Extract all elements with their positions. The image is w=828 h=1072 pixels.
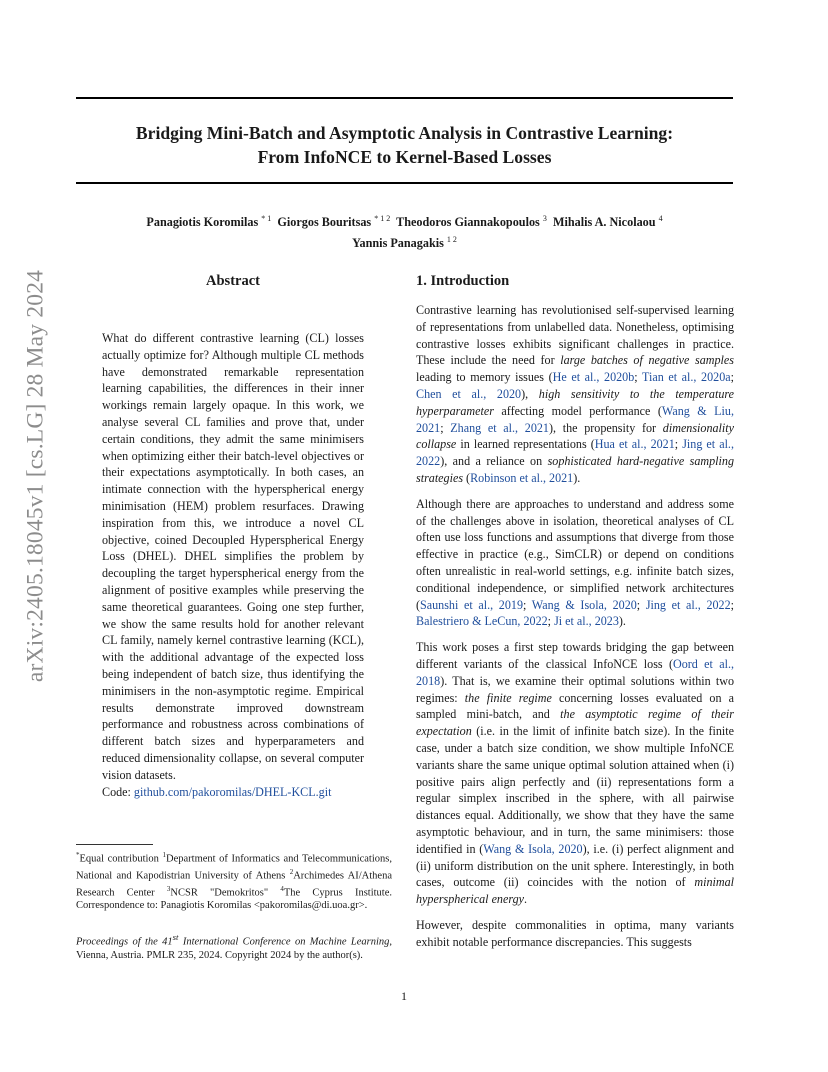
citation-link[interactable]: Wang & Isola, 2020	[531, 597, 637, 612]
footnote-rule	[76, 844, 153, 845]
author-affiliation: 3	[542, 214, 547, 223]
author-list	[76, 210, 733, 252]
paper-title	[76, 121, 733, 169]
intro-heading: 1. Introduction	[416, 273, 510, 289]
code-line	[102, 784, 364, 801]
intro-body	[416, 302, 734, 959]
author-affiliation: * 1	[261, 214, 272, 223]
author-name: Mihalis A. Nicolaou	[552, 215, 656, 230]
title-line-1: Bridging Mini-Batch and Asymptotic Analysis in Contrastive Learning:	[135, 123, 674, 143]
author-affiliation: 4	[658, 214, 663, 223]
footnote: *Equal contribution $^1$Department of Informatics and Telecommunications, National and Kapodistrian University of Athens $^2$Archimedes AI/Athena Research Center $^3$NCSR "Demokritos" $^4$The Cyprus Institute. Correspondence to: Panagiotis Koromilas <pakoromilas@di.uoa.gr>.	[76, 851, 392, 912]
author-name: Yannis Panagakis	[352, 236, 444, 251]
abstract-heading: Abstract	[206, 273, 260, 289]
citation-link[interactable]: Robinson et al., 2021	[470, 470, 574, 485]
code-link[interactable]: github.com/pakoromilas/DHEL-KCL.git	[133, 784, 332, 799]
citation-link[interactable]: Hua et al., 2021	[594, 437, 675, 452]
title-line-2: From InfoNCE to Kernel-Based Losses	[257, 147, 552, 167]
abstract-body	[102, 330, 364, 800]
citation-link[interactable]: Jing et al., 2022	[645, 597, 731, 612]
author-affiliation: * 1 2	[374, 214, 391, 223]
author-affiliation: 1 2	[446, 235, 457, 245]
page-number: 1	[401, 989, 407, 1003]
arxiv-stamp: arXiv:2405.18045v1 [cs.LG] 28 May 2024	[22, 269, 49, 683]
citation-link[interactable]: Wang & Liu, 2021	[416, 403, 734, 435]
citation-link[interactable]: Ji et al., 2023	[554, 614, 619, 629]
intro-paragraph-4: However, despite commonalities in optima, many variants exhibit notable performance discrepancies. This suggests	[416, 917, 734, 949]
citation-link[interactable]: Wang & Isola, 2020	[483, 841, 583, 856]
citation-link[interactable]: He et al., 2020b	[552, 370, 635, 385]
top-rule	[76, 97, 733, 99]
intro-paragraph-3: This work poses a first step towards bridging the gap between different variants of the classical InfoNCE loss (Oord et al., 2018). That is, we examine their optimal solutions within two regimes: the finite regime concerning losses evaluated on a sampled mini-batch, and the asymptotic regime of their expectation (i.e. in the limit of infinite batch size). In the finite case, under a batch size condition, we show multiple InfoNCE variants share the same unique optimal solution attained when (i) positive pairs align perfectly and (ii) representations form a regular simplex inscribed in the sphere, with all pairwise distances equal. Additionally, we show that they have the same asymptotic behaviour, and in turn, the same minimisers: those identified in (Wang & Isola, 2020), i.e. (i) perfect alignment and (ii) uniform distribution on the unit sphere. Interestingly, in both cases, outcome (ii) coincides with the notion of minimal hyperspherical energy.	[416, 640, 735, 907]
abstract-text: What do different contrastive learning (CL) losses actually optimize for? Although multiple CL methods have demonstrated remarkable representation learning capabilities, the differences in their inner workings remain largely opaque. In this work, we analyse several CL families and prove that, under certain conditions, they admit the same minimisers when optimizing either their batch-level objectives or their expectations asymptotically. In both cases, an intimate connection with the hyperspherical energy minimisation (HEM) problem resurfaces. Drawing inspiration from this, we introduce a novel CL objective, coined Decoupled Hyperspherical Energy Loss (DHEL). DHEL simplifies the problem by decoupling the target hyperspherical energy from the alignment of positive examples while preserving the same theoretical guarantees. Going one step further, we show the same results hold for another relevant CL family, namely kernel contrastive learning (KCL), with the additional advantage of the expected loss being independent of batch size, thus identifying the minimisers in the non-asymptotic regime. Empirical results demonstrate improved downstream performance and robustness across combinations of different batch sizes and hyperparameters and reduced dimensionality collapse, on several computer vision datasets.	[102, 331, 364, 782]
citation-link[interactable]: Balestriero & LeCun, 2022	[416, 614, 548, 629]
intro-paragraph-2: Although there are approaches to understand and address some of the challenges above in isolation, theoretical analyses of CL often use loss functions and assumptions that diverge from those effective in practice (e.g., SimCLR) or depend on conditions often unrealistic in real-world settings, e.g. infinite batch sizes, conditional independence, or simplified network architectures (Saunshi et al., 2019; Wang & Isola, 2020; Jing et al., 2022; Balestriero & LeCun, 2022; Ji et al., 2023).	[416, 496, 735, 629]
citation-link[interactable]: Jing et al., 2022	[416, 437, 734, 469]
citation-link[interactable]: Tian et al., 2020a	[642, 370, 731, 385]
intro-paragraph-1: Contrastive learning has revolutionised self-supervised learning of representations from unlabelled data. Nonetheless, optimising contrastive losses exhibits significant challenges in practice. These include the need for large batches of negative samples leading to memory issues (He et al., 2020b; Tian et al., 2020a; Chen et al., 2020), high sensitivity to the temperature hyperparameter affecting model performance (Wang & Liu, 2021; Zhang et al., 2021), the propensity for dimensionality collapse in learned representations (Hua et al., 2021; Jing et al., 2022), and a reliance on sophisticated hard-negative sampling strategies (Robinson et al., 2021).	[416, 303, 735, 485]
citation-link[interactable]: Chen et al., 2020	[416, 386, 522, 401]
author-name: Giorgos Bouritsas	[277, 215, 372, 230]
code-label: Code:	[102, 784, 131, 799]
author-name: Theodoros Giannakopoulos	[396, 215, 540, 230]
title-bottom-rule	[76, 182, 733, 184]
citation-link[interactable]: Saunshi et al., 2019	[420, 597, 523, 612]
proceedings-note: Proceedings of the 41st International Conference on Machine Learning, Vienna, Austria. PMLR 235, 2024. Copyright 2024 by the author(s).	[76, 932, 392, 961]
citation-link[interactable]: Zhang et al., 2021	[450, 420, 549, 435]
author-name: Panagiotis Koromilas	[146, 215, 259, 230]
citation-link[interactable]: Oord et al., 2018	[416, 656, 734, 688]
